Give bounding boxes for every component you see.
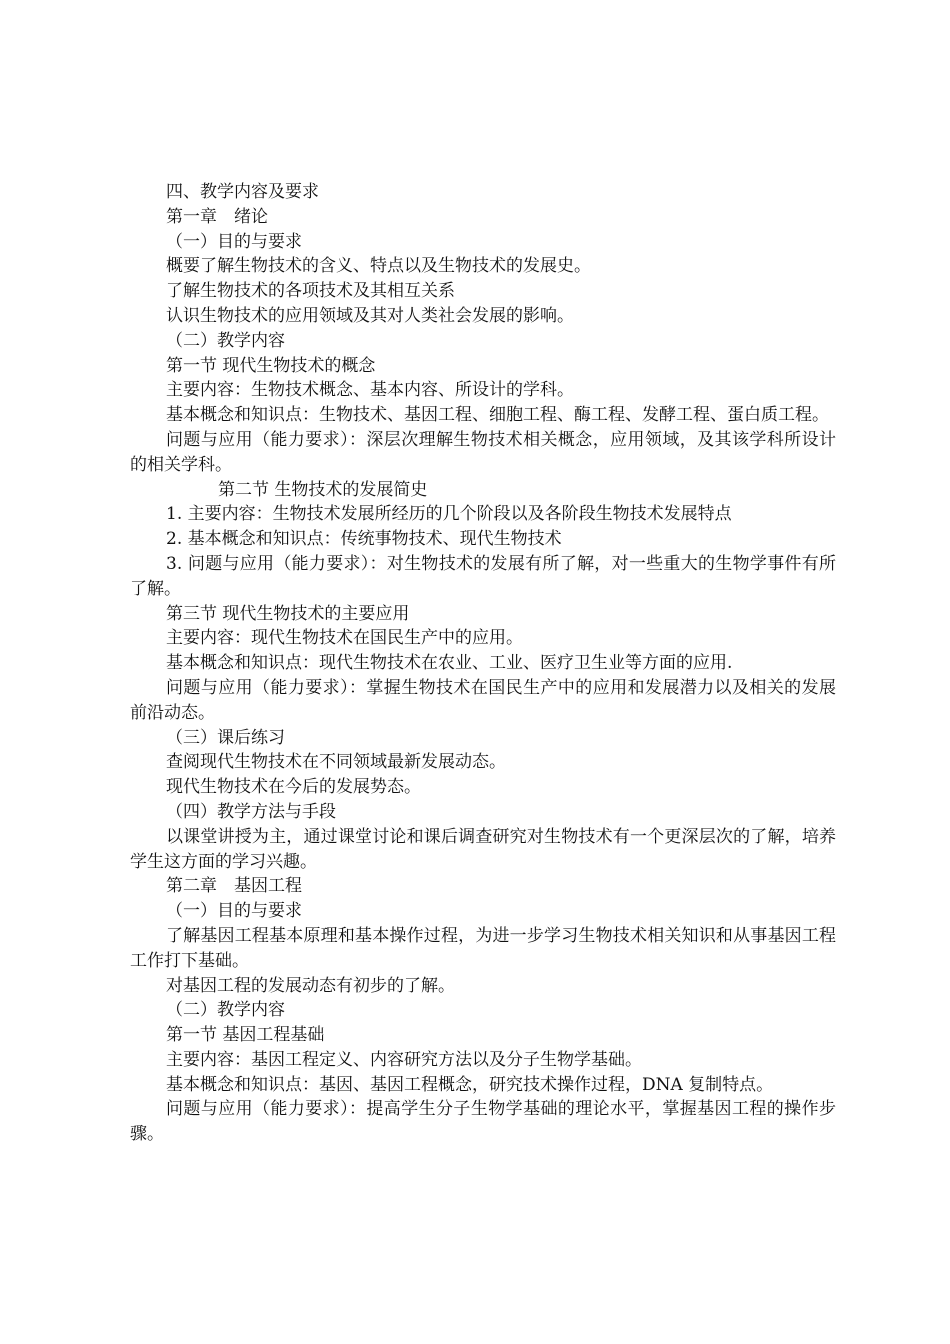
paragraph: 基本概念和知识点：基因、基因工程概念，研究技术操作过程，DNA 复制特点。: [166, 1074, 774, 1095]
lesson-heading: 第一节 现代生物技术的概念: [166, 355, 376, 376]
numbered-item: 3. 问题与应用（能力要求）：对生物技术的发展有所了解，对一些重大的生物学事件有所了解。: [130, 553, 836, 599]
paragraph: 现代生物技术在今后的发展势态。: [166, 777, 421, 798]
paragraph: 以课堂讲授为主，通过课堂讨论和课后调查研究对生物技术有一个更深层次的了解，培养学生这方面的学习兴趣。: [130, 826, 836, 872]
paragraph: 了解基因工程基本原理和基本操作过程，为进一步学习生物技术相关知识和从事基因工程工作打下基础。: [130, 925, 836, 971]
subsection-heading: （二）教学内容: [166, 330, 285, 351]
paragraph: 主要内容：基因工程定义、内容研究方法以及分子生物学基础。: [166, 1049, 642, 1070]
chapter-heading: 第一章 绪论: [166, 206, 268, 227]
lesson-heading: 第二节 生物技术的发展简史: [218, 479, 428, 500]
paragraph: 主要内容：现代生物技术在国民生产中的应用。: [166, 628, 523, 649]
numbered-item: 2. 基本概念和知识点：传统事物技术、现代生物技术: [166, 529, 562, 550]
paragraph: 基本概念和知识点：现代生物技术在农业、工业、医疗卫生业等方面的应用.: [166, 653, 733, 674]
numbered-item: 1. 主要内容：生物技术发展所经历的几个阶段以及各阶段生物技术发展特点: [166, 504, 732, 525]
lesson-heading: 第三节 现代生物技术的主要应用: [166, 603, 410, 624]
paragraph: 问题与应用（能力要求）：提高学生分子生物学基础的理论水平，掌握基因工程的操作步骤。: [130, 1099, 836, 1145]
subsection-heading: （一）目的与要求: [166, 231, 302, 252]
subsection-heading: （四）教学方法与手段: [166, 801, 336, 822]
paragraph: 认识生物技术的应用领域及其对人类社会发展的影响。: [166, 305, 574, 326]
paragraph: 对基因工程的发展动态有初步的了解。: [166, 975, 455, 996]
subsection-heading: （一）目的与要求: [166, 901, 302, 922]
paragraph: 查阅现代生物技术在不同领域最新发展动态。: [166, 752, 506, 773]
chapter-heading: 第二章 基因工程: [166, 876, 302, 897]
paragraph: 基本概念和知识点：生物技术、基因工程、细胞工程、酶工程、发酵工程、蛋白质工程。: [166, 405, 829, 426]
section-heading: 四、教学内容及要求: [166, 182, 319, 202]
paragraph: 了解生物技术的各项技术及其相互关系: [166, 281, 455, 302]
lesson-heading: 第一节 基因工程基础: [166, 1025, 325, 1046]
subsection-heading: （二）教学内容: [166, 1000, 285, 1021]
paragraph: 问题与应用（能力要求）：深层次理解生物技术相关概念，应用领域，及其该学科所设计的相关学科。: [130, 429, 836, 475]
paragraph: 概要了解生物技术的含义、特点以及生物技术的发展史。: [166, 256, 591, 277]
paragraph: 问题与应用（能力要求）：掌握生物技术在国民生产中的应用和发展潜力以及相关的发展前沿动态。: [130, 677, 836, 723]
paragraph: 主要内容：生物技术概念、基本内容、所设计的学科。: [166, 380, 574, 401]
subsection-heading: （三）课后练习: [166, 727, 285, 748]
document-body: [130, 180, 836, 1147]
